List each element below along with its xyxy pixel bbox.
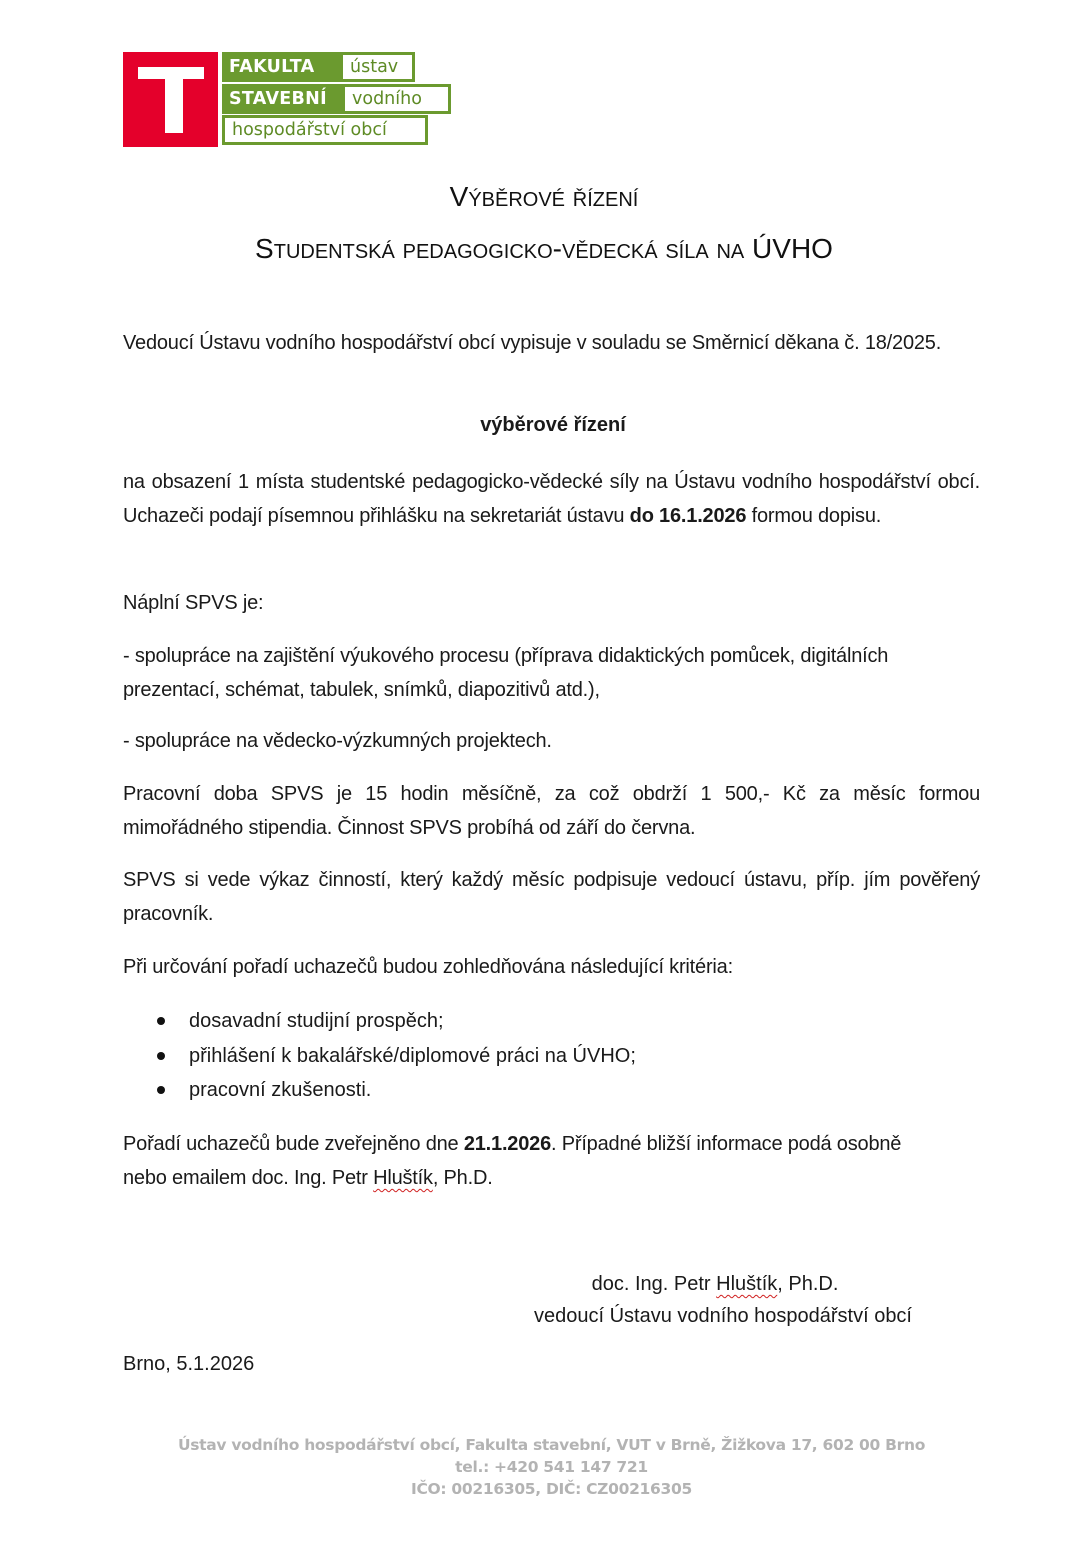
criteria-item: přihlášení k bakalářské/diplomové práci na ÚVHO;: [123, 1039, 980, 1074]
criteria-item: pracovní zkušenosti.: [123, 1073, 980, 1108]
signature-name: doc. Ing. Petr Hluštík, Ph.D.: [591, 1273, 839, 1295]
duty-item-2: - spolupráce na vědecko-výzkumných projektech.: [123, 730, 552, 752]
intro-paragraph: Vedoucí Ústavu vodního hospodářství obcí vypisuje v souladu se Směrnicí děkana č. 18/2025.: [123, 332, 942, 354]
work-hours-paragraph: Pracovní doba SPVS je 15 hodin měsíčně, za což obdrží 1 500,- Kč za měsíc formou mimořádného stipendia. Činnost SPVS probíhá od září do června.: [123, 783, 980, 839]
bullet-icon: [157, 1017, 165, 1025]
report-paragraph: SPVS si vede výkaz činností, který každý měsíc podpisuje vedoucí ústavu, příp. jím pověřený pracovník.: [123, 869, 980, 925]
signature-role: vedoucí Ústavu vodního hospodářství obcí: [533, 1305, 912, 1327]
criteria-intro: Při určování pořadí uchazečů budou zohledňována následující kritéria:: [123, 956, 733, 978]
criteria-list: [123, 1004, 980, 1108]
deadline: do 16.1.2026: [629, 505, 747, 527]
logo-fakulta: FAKULTA: [222, 52, 340, 82]
vut-t-logo-icon: [123, 52, 218, 147]
duty-item-1: - spolupráce na zajištění výukového procesu (příprava didaktických pomůcek, digitálních prezentací, schémat, tabulek, snímků, diapozitivů atd.),: [123, 645, 889, 701]
announcement-paragraph: na obsazení 1 místa studentské pedagogicko-vědecké síly na Ústavu vodního hospodářství obcí. Uchazeči podají písemnou přihlášku na sekretariát ústavu do 16.1.2026 formou dopisu.: [123, 471, 980, 527]
logo-stavebni: STAVEBNÍ: [222, 84, 342, 114]
criteria-item: dosavadní studijní prospěch;: [123, 1004, 980, 1039]
document-title: Výběrové řízení: [449, 181, 639, 212]
logo-ustav: ústav: [340, 52, 415, 82]
place-date: Brno, 5.1.2026: [123, 1353, 255, 1375]
spellcheck-word: Hluštík: [373, 1167, 433, 1189]
section-label: výběrové řízení: [480, 414, 626, 436]
results-date: 21.1.2026: [463, 1133, 552, 1155]
footer-phone: tel.: +420 541 147 721: [455, 1458, 648, 1476]
logo-hospodarstvi: hospodářství obcí: [222, 115, 428, 145]
duties-intro: Náplní SPVS je:: [123, 592, 264, 614]
logo-vodniho: vodního: [342, 84, 451, 114]
footer-ids: IČO: 00216305, DIČ: CZ00216305: [411, 1480, 692, 1498]
document-subtitle: Studentská pedagogicko-vědecká síla na ÚVHO: [255, 233, 833, 264]
results-paragraph: Pořadí uchazečů bude zveřejněno dne 21.1.2026. Případné bližší informace podá osobně nebo emailem doc. Ing. Petr Hluštík, Ph.D.: [123, 1133, 902, 1189]
bullet-icon: [157, 1052, 165, 1060]
footer-address: Ústav vodního hospodářství obcí, Fakulta stavební, VUT v Brně, Žižkova 17, 602 00 Brno: [177, 1436, 926, 1454]
spellcheck-word: Hluštík: [716, 1273, 778, 1295]
bullet-icon: [157, 1086, 165, 1094]
